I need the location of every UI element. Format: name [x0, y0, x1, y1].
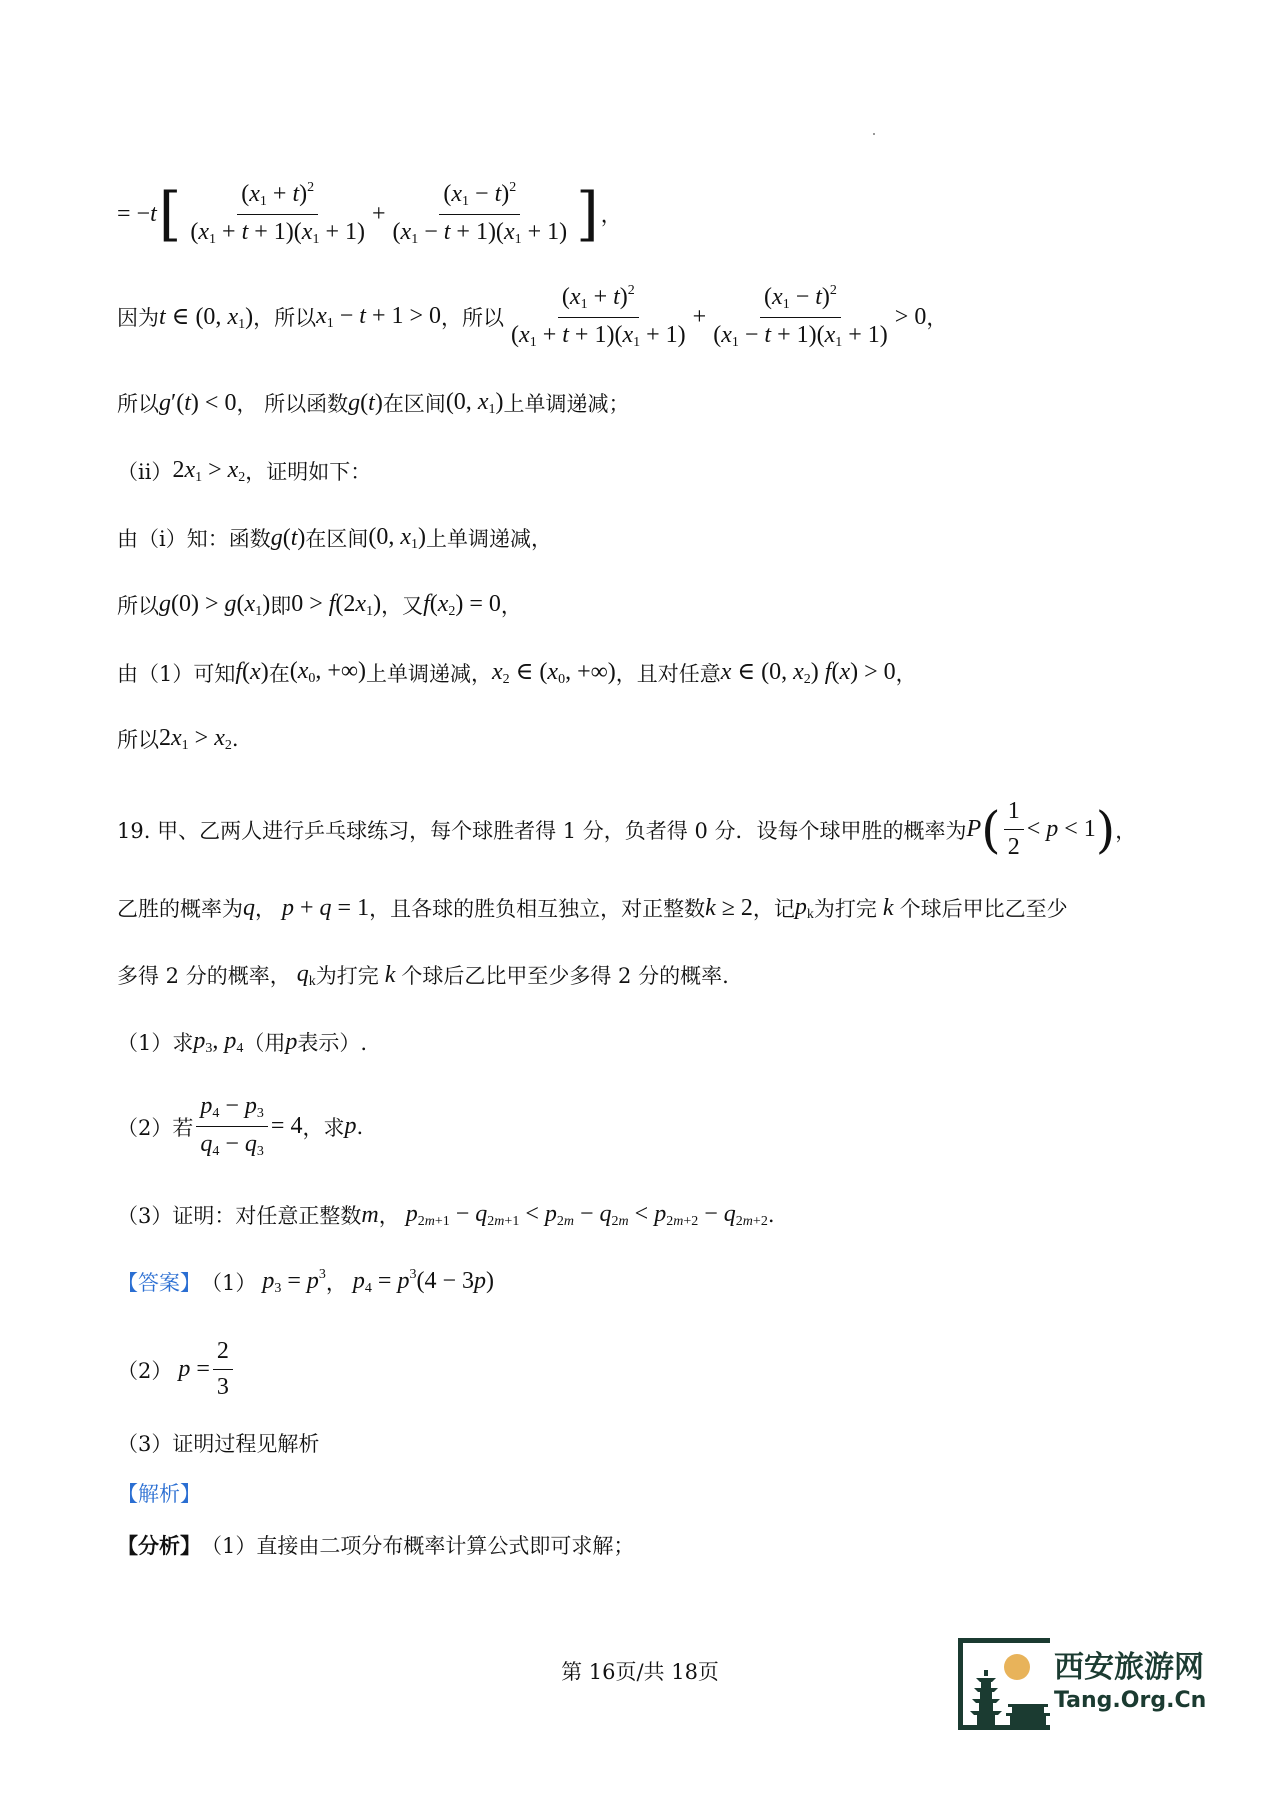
text: ，证明如下： [245, 460, 372, 484]
text: （2） [117, 1358, 173, 1383]
text: ，求 [302, 1115, 345, 1140]
question-19-line-3: 多得 2 分的概率， $q_k$ 为打完 k 个球后乙比甲至少多得 2 分的概率. [117, 960, 729, 989]
subquestion-2: （2）若 $\frac{p_4 - p_3}{q_4 - q_3}$ = 4 ，求 p . [117, 1093, 364, 1159]
text: ， 所以函数 [236, 392, 349, 416]
text: （1）求 [117, 1031, 194, 1055]
text: 所以 [117, 728, 159, 752]
text-line-2: 因为 t ∈ (0, $x_1$) ，所以 $x_1 - t + 1 > 0$ ，所以 $\frac{(x_1 + t)^2}{(x_1 + t + 1)(x_1 + 1)}$ + $\frac{(x_1 - t)^2}{(x_1 - t + 1)(x_1 + 1)}$ > 0 ， [117, 283, 948, 350]
text: （1） [201, 1271, 257, 1295]
text-line-6: 所以 $g(0) > g(x_1)$ 即 $0 > f(2x_1)$ ，又 $f(x_2) = 0$ ， [117, 590, 522, 619]
text: 个球后甲比乙至少 [899, 897, 1068, 921]
text: （用 [243, 1031, 286, 1055]
text: 由（i）知：函数 [117, 527, 271, 551]
text: 为打完 [813, 897, 877, 921]
fraction: $\frac{2}{3}$ [213, 1338, 233, 1401]
text: 乙胜的概率为 [117, 897, 243, 921]
text: ， [378, 1204, 400, 1228]
logo-title: 西安旅游网 [1054, 1650, 1204, 1685]
text: （3）证明过程见解析 [117, 1432, 320, 1456]
text: 为打完 [315, 964, 379, 988]
text: ，所以 [441, 306, 505, 330]
question-19-line-1: 19. 甲、乙两人进行乒乓球练习，每个球胜者得 1 分，负者得 0 分．设每个球甲胜的概率为 P ( $\frac{1}{2}$ < p < 1 ) ， [117, 798, 1137, 860]
logo-url: Tang.Org.Cn [1054, 1688, 1207, 1713]
text: ， [600, 203, 622, 227]
text: 在 [268, 661, 290, 686]
fraction: $\frac{1}{2}$ [1004, 798, 1024, 861]
text: ，且各球的胜负相互独立，对正整数 [369, 897, 706, 921]
question-19-line-2: 乙胜的概率为 q ， p + q = 1 ，且各球的胜负相互独立，对正整数 k ≥ 2 ，记 $p_k$ 为打完 k 个球后甲比乙至少 [117, 893, 1068, 922]
text-line-5: 由（i）知：函数 g(t) 在区间 (0, $x_1$) 上单调递减， [117, 523, 553, 552]
text: ， [1115, 818, 1137, 843]
text-line-7: 由（1）可知 f(x) 在 ($x_0$, +∞) 上单调递减， $x_2$ ∈ ($x_0$, +∞) ，且对任意 x ∈ (0, $x_2$) f(x) > 0 ， [117, 658, 917, 687]
text-line-3: 所以 g′(t) < 0 ， 所以函数 g(t) 在区间 (0, $x_1$) 上单调递减； [117, 388, 630, 417]
text: . [231, 727, 239, 751]
subquestion-3: （3）证明：对任意正整数 m ， $p_{2m+1} - q_{2m+1} < p_{2m} - q_{2m} < p_{2m+2} - q_{2m+2}$ . [117, 1200, 775, 1229]
text: （1）直接由二项分布概率计算公式即可求解； [201, 1534, 635, 1558]
page-footer: 第 16页/共 18页 [561, 1660, 719, 1684]
fenxi-line [117, 1530, 634, 1560]
text: . [356, 1114, 364, 1139]
text: ， [926, 306, 948, 330]
text: ， [895, 661, 917, 686]
text: ，记 [752, 897, 795, 921]
text: 上单调递减； [503, 392, 630, 416]
fenxi-tag: 【分析】 [117, 1533, 201, 1558]
answer-tag: 【答案】 [117, 1271, 201, 1295]
text: . [767, 1203, 775, 1227]
text: 表示）. [297, 1031, 368, 1055]
text: 在区间 [382, 392, 446, 416]
text: （ii） [117, 460, 173, 484]
text: ， [255, 897, 276, 921]
text: 上单调递减， [366, 661, 492, 686]
text: （3）证明：对任意正整数 [117, 1204, 362, 1228]
text: 19. 甲、乙两人进行乒乓球练习，每个球胜者得 1 分，负者得 0 分．设每个球甲胜的概率为 [117, 818, 967, 843]
text: 在区间 [305, 527, 369, 551]
fraction: $\frac{(x_1 + t)^2}{(x_1 + t + 1)(x_1 + 1)}$ [511, 283, 686, 350]
text-line-8: 所以 $2x_1 > x_2$ . [117, 724, 239, 753]
formula-line-1: = − t [ $\frac{(x_1 + t)^2}{(x_1 + t + 1)(x_1 + 1)}$ + $\frac{(x_1 - t)^2}{(x_1 - t + 1)(x_1 + 1)}$ ] ， [117, 180, 622, 248]
site-logo [958, 1638, 1208, 1734]
text: 由（1）可知 [117, 661, 236, 686]
text: ，且对任意 [615, 661, 721, 686]
text: ，又 [381, 594, 424, 618]
text: 个球后乙比甲至少多得 2 分的概率. [401, 964, 729, 988]
text: ，所以 [253, 306, 317, 330]
pagoda-icon [964, 1668, 1054, 1728]
text: 所以 [117, 594, 159, 618]
fraction: $\frac{(x_1 - t)^2}{(x_1 - t + 1)(x_1 + 1)}$ [713, 283, 888, 350]
text: 即 [270, 594, 292, 618]
text: 上单调递减， [426, 527, 553, 551]
text: 多得 2 分的概率， [117, 964, 291, 988]
fraction: $\frac{p_4 - p_3}{q_4 - q_3}$ [196, 1093, 268, 1160]
text: （2）若 [117, 1115, 194, 1140]
text: 因为 [117, 306, 159, 330]
analysis-tag: 【解析】 [117, 1482, 201, 1506]
speck [873, 133, 875, 135]
text: 所以 [117, 392, 159, 416]
text-line-4: （ii） $2x_1 > x_2$ ，证明如下： [117, 456, 372, 485]
answer-2: （2） p = $\frac{2}{3}$ [117, 1338, 236, 1401]
subquestion-1: （1）求 $p_3$, $p_4$ （用 p 表示）. [117, 1027, 368, 1056]
fraction: $\frac{(x_1 + t)^2}{(x_1 + t + 1)(x_1 + 1)}$ [190, 180, 365, 247]
text: ， [325, 1271, 347, 1295]
answer-1: 【答案】 （1） $p_3 = p^3$ ， $p_4 = p^3(4 - 3p)$ [117, 1267, 494, 1296]
analysis-heading [117, 1478, 201, 1508]
text: ， [500, 594, 522, 618]
answer-3 [117, 1428, 319, 1458]
fraction: $\frac{(x_1 - t)^2}{(x_1 - t + 1)(x_1 + 1)}$ [392, 180, 568, 247]
